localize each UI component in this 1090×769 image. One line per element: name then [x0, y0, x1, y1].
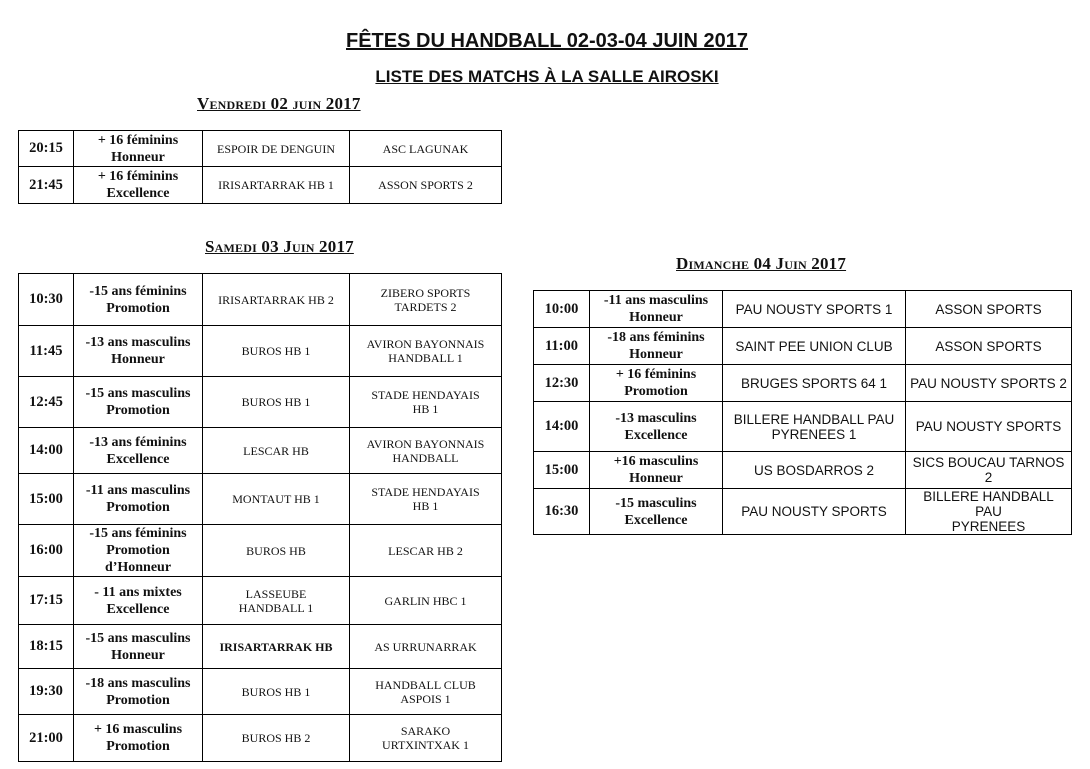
- category-line: -15 ans féminins: [89, 283, 187, 299]
- category-line: Excellence: [624, 427, 688, 443]
- category-line: d’Honneur: [104, 560, 172, 575]
- home-team: [203, 131, 350, 167]
- match-row: [19, 131, 502, 167]
- match-category: [74, 274, 203, 326]
- away-team: [906, 365, 1072, 402]
- home-team: [203, 377, 350, 428]
- away-team: [906, 328, 1072, 365]
- match-category: [590, 402, 723, 452]
- home-team-line: IRISARTARRAK HB 1: [218, 178, 334, 192]
- document-subtitle: LISTE DES MATCHS À LA SALLE AIROSKI: [375, 67, 719, 86]
- home-team-line: US BOSDARROS 2: [753, 462, 875, 478]
- away-team-line: ASPOIS 1: [400, 691, 451, 706]
- category-line: -15 masculins: [615, 495, 697, 511]
- home-team: [723, 291, 906, 328]
- match-row: [19, 274, 502, 326]
- away-team: [906, 489, 1072, 535]
- match-row: [19, 525, 502, 577]
- home-team: [723, 402, 906, 452]
- home-team: [723, 328, 906, 365]
- category-line: -18 ans féminins: [607, 330, 705, 345]
- home-team-line: IRISARTARRAK HB: [219, 639, 333, 654]
- match-time: 12:30: [534, 365, 590, 402]
- away-team-line: PAU NOUSTY SPORTS 2: [910, 375, 1067, 391]
- home-team: [203, 167, 350, 204]
- match-category: [590, 291, 723, 328]
- category-line: Excellence: [624, 512, 688, 528]
- away-team-line: SICS BOUCAU TARNOS: [912, 455, 1065, 470]
- match-row: [19, 377, 502, 428]
- away-team: [906, 291, 1072, 328]
- away-team: [350, 274, 502, 326]
- away-team: [350, 474, 502, 525]
- away-team-line: AVIRON BAYONNAIS: [366, 337, 485, 351]
- match-category: [74, 377, 203, 428]
- match-time: 16:00: [19, 525, 74, 577]
- match-row: [534, 365, 1072, 402]
- home-team: [203, 577, 350, 625]
- match-time: 15:00: [534, 452, 590, 489]
- category-line: Honneur: [629, 471, 683, 486]
- match-time: 20:15: [19, 131, 74, 167]
- match-time: 21:00: [19, 715, 74, 762]
- category-line: + 16 féminins: [615, 367, 697, 382]
- away-team-line: LESCAR HB 2: [388, 543, 463, 558]
- match-category: [74, 131, 203, 167]
- match-row: [19, 326, 502, 377]
- away-team-line: PAU NOUSTY SPORTS: [915, 419, 1062, 434]
- category-line: Honneur: [111, 149, 165, 165]
- match-category: [74, 669, 203, 715]
- day-heading-sunday: Dimanche 04 Juin 2017: [676, 254, 847, 273]
- away-team: [350, 167, 502, 204]
- match-row: [19, 474, 502, 525]
- home-team: [203, 474, 350, 525]
- home-team-line: PAU NOUSTY SPORTS 1: [735, 301, 893, 317]
- home-team-line: ESPOIR DE DENGUIN: [217, 141, 335, 156]
- away-team: [350, 715, 502, 762]
- match-category: [74, 326, 203, 377]
- match-category: [74, 625, 203, 669]
- away-team-line: SARAKO: [400, 724, 451, 738]
- category-line: - 11 ans mixtes: [94, 584, 182, 600]
- match-row: [534, 402, 1072, 452]
- match-category: [590, 452, 723, 489]
- match-time: 11:45: [19, 326, 74, 377]
- match-category: [74, 525, 203, 577]
- category-line: -13 ans masculins: [85, 335, 191, 350]
- category-line: Honneur: [111, 647, 165, 663]
- away-team-line: ASSON SPORTS: [935, 338, 1042, 354]
- away-team-line: BILLERE HANDBALL PAU: [923, 489, 1054, 519]
- schedule-table-sunday: [533, 290, 1072, 535]
- home-team-line: BRUGES SPORTS 64 1: [740, 375, 888, 391]
- category-line: Promotion: [106, 403, 170, 418]
- away-team: [350, 428, 502, 474]
- away-team: [350, 131, 502, 167]
- home-team: [203, 715, 350, 762]
- home-team: [723, 452, 906, 489]
- home-team-line: BUROS HB 2: [241, 731, 311, 745]
- match-time: 15:00: [19, 474, 74, 525]
- away-team: [350, 669, 502, 715]
- category-line: Honneur: [111, 352, 165, 367]
- day-heading-friday: Vendredi 02 juin 2017: [197, 94, 361, 113]
- match-row: [534, 452, 1072, 489]
- match-time: 16:30: [534, 489, 590, 535]
- home-team: [203, 625, 350, 669]
- away-team-line: AVIRON BAYONNAIS: [366, 436, 485, 451]
- category-line: Honneur: [629, 310, 683, 325]
- home-team-line: BUROS HB 1: [241, 395, 311, 409]
- home-team-line: IRISARTARRAK HB 2: [218, 292, 334, 307]
- document-title: FÊTES DU HANDBALL 02-03-04 JUIN 2017: [346, 30, 748, 52]
- away-team-line: HANDBALL CLUB: [375, 677, 476, 692]
- category-line: Promotion: [106, 692, 170, 708]
- category-line: + 16 féminins: [97, 132, 179, 148]
- category-line: + 16 masculins: [93, 722, 183, 737]
- match-row: [19, 167, 502, 204]
- category-line: Excellence: [106, 451, 170, 467]
- match-row: [19, 577, 502, 625]
- away-team-line: ASSON SPORTS: [935, 301, 1042, 317]
- away-team-line: STADE HENDAYAIS: [371, 485, 480, 499]
- category-line: Promotion: [106, 500, 170, 515]
- home-team: [203, 274, 350, 326]
- home-team-line: BILLERE HANDBALL PAU: [733, 411, 895, 427]
- away-team-line: STADE HENDAYAIS: [371, 388, 480, 402]
- category-line: -15 ans masculins: [85, 630, 191, 646]
- schedule-table-saturday: [18, 273, 502, 762]
- home-team-line: BUROS HB: [246, 543, 306, 558]
- category-line: -15 ans féminins: [89, 526, 187, 541]
- category-line: -11 ans masculins: [603, 293, 709, 308]
- away-team-line: URTXINTXAK 1: [382, 738, 469, 752]
- match-category: [590, 365, 723, 402]
- home-team: [203, 525, 350, 577]
- match-category: [74, 577, 203, 625]
- home-team-line: PYRENEES 1: [771, 426, 857, 442]
- home-team: [203, 428, 350, 474]
- match-category: [74, 474, 203, 525]
- match-row: [534, 328, 1072, 365]
- category-line: -15 ans masculins: [85, 386, 191, 401]
- match-category: [590, 328, 723, 365]
- match-time: 18:15: [19, 625, 74, 669]
- match-time: 10:00: [534, 291, 590, 328]
- category-line: -11 ans masculins: [85, 483, 191, 498]
- category-line: Promotion: [106, 300, 170, 316]
- home-team: [203, 326, 350, 377]
- away-team-line: ASC LAGUNAK: [382, 141, 469, 156]
- day-heading-saturday: Samedi 03 Juin 2017: [205, 237, 354, 256]
- match-time: 12:45: [19, 377, 74, 428]
- category-line: + 16 féminins: [97, 169, 179, 184]
- home-team-line: LASSEUBE: [245, 586, 307, 601]
- match-time: 10:30: [19, 274, 74, 326]
- home-team-line: PAU NOUSTY SPORTS: [741, 504, 887, 519]
- away-team-line: PYRENEES: [951, 519, 1026, 534]
- match-time: 14:00: [534, 402, 590, 452]
- away-team-line: HB 1: [412, 499, 439, 513]
- home-team-line: MONTAUT HB 1: [232, 492, 320, 506]
- category-line: -18 ans masculins: [85, 675, 191, 691]
- category-line: Excellence: [106, 186, 170, 201]
- category-line: -13 masculins: [615, 410, 697, 426]
- category-line: Promotion: [106, 739, 170, 754]
- category-line: Excellence: [106, 601, 170, 617]
- category-line: -13 ans féminins: [89, 434, 187, 450]
- away-team: [906, 452, 1072, 489]
- away-team-line: HANDBALL: [392, 450, 459, 465]
- match-category: [74, 428, 203, 474]
- away-team-line: HANDBALL 1: [388, 351, 463, 365]
- match-row: [19, 428, 502, 474]
- match-time: 14:00: [19, 428, 74, 474]
- home-team: [723, 365, 906, 402]
- away-team: [906, 402, 1072, 452]
- match-row: [19, 625, 502, 669]
- away-team-line: 2: [984, 470, 993, 485]
- away-team: [350, 577, 502, 625]
- match-time: 17:15: [19, 577, 74, 625]
- match-row: [534, 489, 1072, 535]
- home-team-line: SAINT PEE UNION CLUB: [735, 338, 893, 354]
- home-team: [723, 489, 906, 535]
- match-time: 19:30: [19, 669, 74, 715]
- match-time: 11:00: [534, 328, 590, 365]
- category-line: Promotion: [624, 384, 688, 399]
- category-line: Honneur: [629, 347, 683, 362]
- home-team-line: BUROS HB 1: [241, 684, 311, 699]
- away-team-line: TARDETS 2: [394, 299, 457, 314]
- match-row: [19, 715, 502, 762]
- home-team-line: HANDBALL 1: [238, 600, 314, 615]
- away-team-line: HB 1: [412, 402, 439, 416]
- home-team-line: BUROS HB 1: [241, 344, 311, 358]
- away-team: [350, 525, 502, 577]
- category-line: +16 masculins: [613, 454, 699, 469]
- away-team: [350, 326, 502, 377]
- away-team: [350, 625, 502, 669]
- away-team-line: ZIBERO SPORTS: [380, 285, 471, 300]
- match-row: [19, 669, 502, 715]
- category-line: Promotion: [106, 543, 170, 558]
- schedule-table-friday: [18, 130, 502, 204]
- home-team-line: LESCAR HB: [243, 443, 309, 458]
- match-row: [534, 291, 1072, 328]
- home-team: [203, 669, 350, 715]
- away-team: [350, 377, 502, 428]
- away-team-line: ASSON SPORTS 2: [378, 178, 473, 192]
- match-category: [74, 715, 203, 762]
- match-time: 21:45: [19, 167, 74, 204]
- away-team-line: GARLIN HBC 1: [384, 593, 467, 608]
- match-category: [74, 167, 203, 204]
- away-team-line: AS URRUNARRAK: [374, 639, 477, 654]
- match-category: [590, 489, 723, 535]
